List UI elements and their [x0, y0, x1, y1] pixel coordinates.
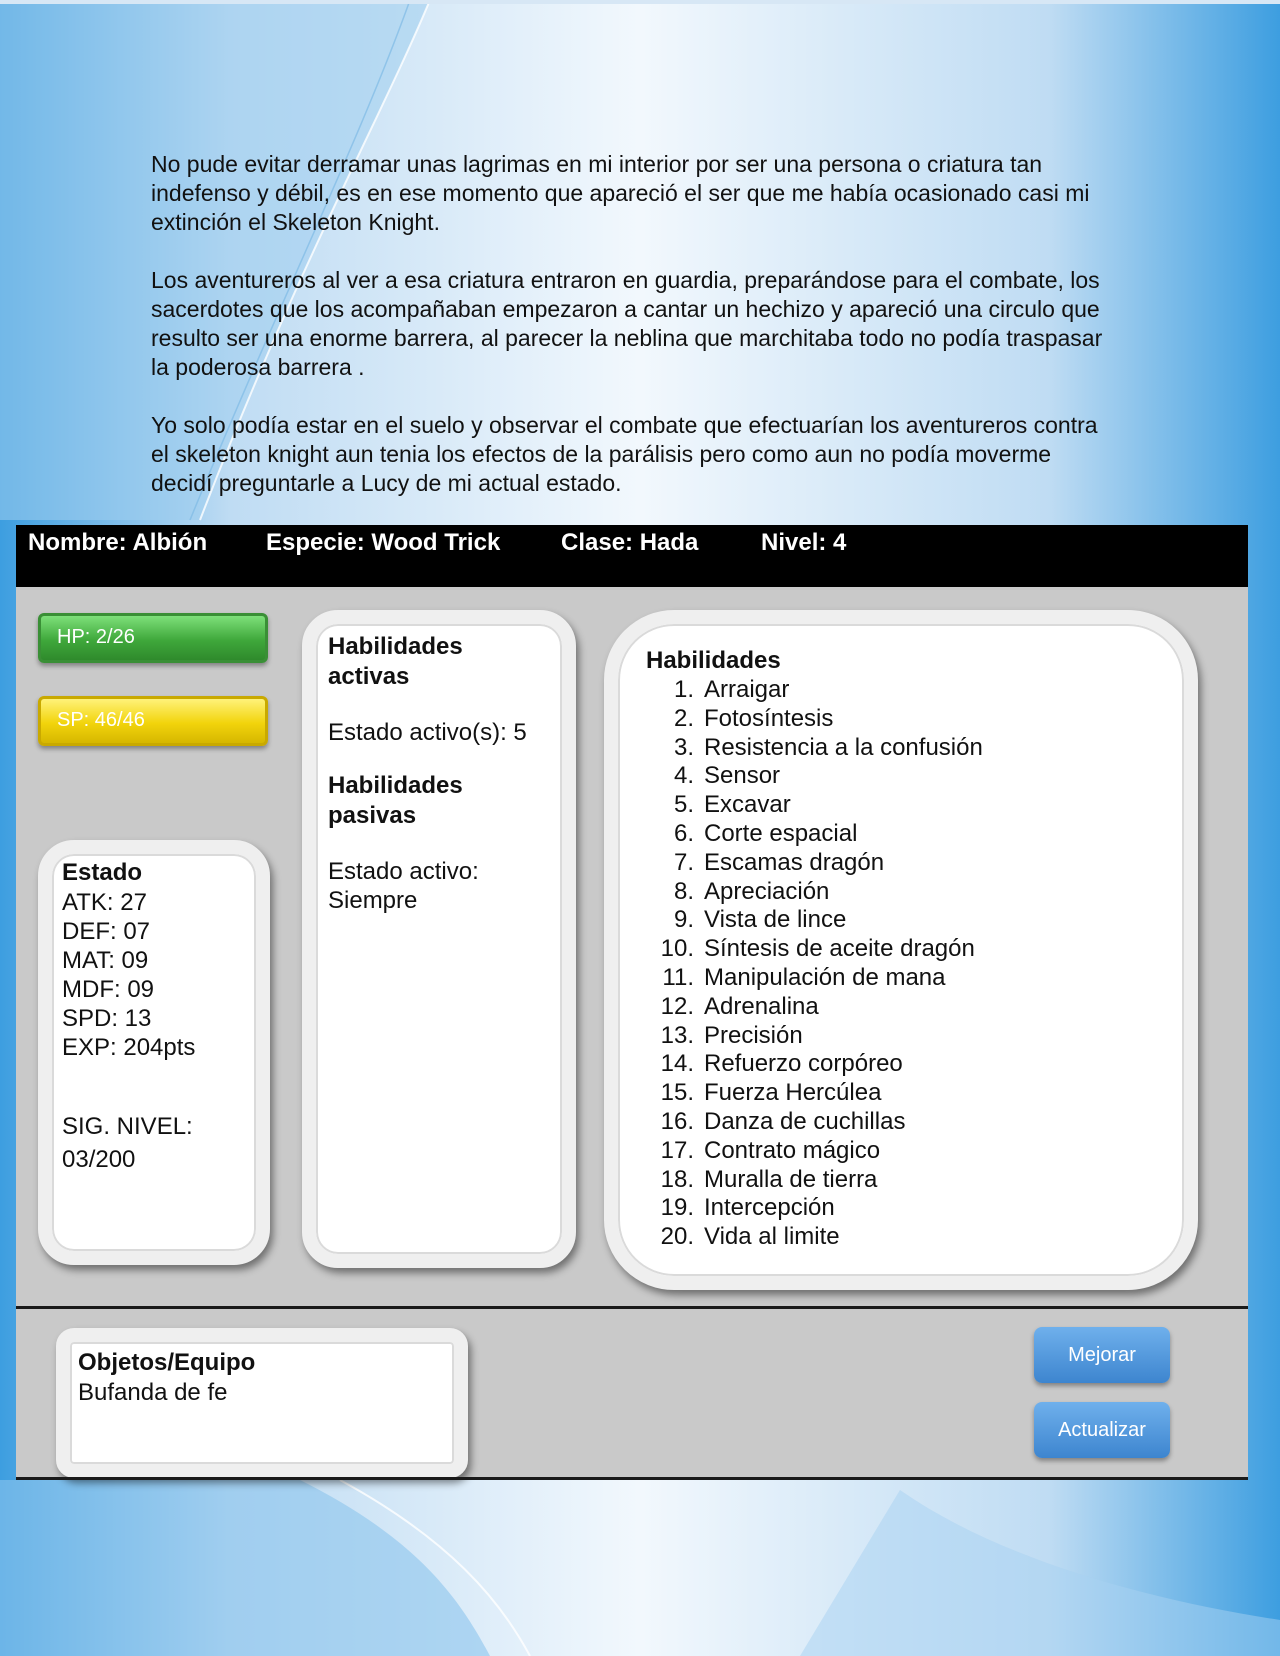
skill-item — [646, 1137, 1156, 1166]
passive-abilities-state: Estado activo: Siempre — [328, 858, 479, 914]
active-abilities-title: Habilidades activas — [328, 633, 463, 690]
skill-item — [646, 1166, 1156, 1195]
skill-number: 20. — [660, 1223, 694, 1251]
next-level-value: 03/200 — [62, 1146, 136, 1173]
skill-name: Resistencia a la confusión — [704, 733, 983, 761]
skills-title: Habilidades — [646, 647, 781, 674]
skill-item — [646, 791, 1156, 820]
stats-title: Estado — [62, 859, 143, 886]
panel-divider — [16, 1306, 1248, 1309]
update-button[interactable]: Actualizar — [1034, 1402, 1170, 1458]
items-card — [56, 1328, 468, 1478]
abilities-state-card — [302, 610, 576, 1268]
skill-number: 9. — [673, 906, 694, 934]
character-class: Clase: Hada — [561, 529, 699, 556]
skill-number: 4. — [673, 762, 694, 790]
stat-def: DEF: 07 — [62, 918, 151, 945]
skill-name: Corte espacial — [704, 819, 858, 847]
character-header — [16, 525, 1248, 587]
skill-number: 11. — [662, 963, 694, 991]
skill-item — [646, 935, 1156, 964]
items-value: Bufanda de fe — [78, 1379, 228, 1406]
next-level-label: SIG. NIVEL: — [62, 1113, 193, 1140]
skill-name: Precisión — [704, 1021, 803, 1049]
hp-bar: HP: 2/26 — [38, 613, 268, 663]
skill-name: Sensor — [704, 762, 781, 790]
skill-number: 2. — [673, 704, 694, 732]
character-species: Especie: Wood Trick — [266, 529, 501, 556]
skill-item — [646, 1194, 1156, 1223]
skill-number: 18. — [660, 1165, 694, 1193]
skill-number: 5. — [673, 791, 694, 819]
skill-name: Vista de lince — [704, 906, 847, 934]
items-title: Objetos/Equipo — [78, 1349, 256, 1376]
skill-number: 19. — [660, 1194, 694, 1222]
skill-number: 10. — [660, 935, 694, 963]
skill-name: Refuerzo corpóreo — [704, 1050, 903, 1078]
skill-name: Adrenalina — [704, 992, 819, 1020]
skill-item — [646, 1079, 1156, 1108]
passive-abilities-title: Habilidades pasivas — [328, 772, 463, 829]
skill-number: 17. — [660, 1136, 694, 1164]
skill-name: Manipulación de mana — [704, 963, 946, 991]
stat-mdf: MDF: 09 — [62, 976, 155, 1003]
skill-item — [646, 762, 1156, 791]
skill-item — [646, 1022, 1156, 1051]
skill-name: Fuerza Hercúlea — [704, 1079, 882, 1107]
skill-name: Contrato mágico — [704, 1136, 881, 1164]
active-abilities-state: Estado activo(s): 5 — [328, 719, 527, 746]
stats-card — [38, 840, 270, 1265]
skill-number: 6. — [673, 819, 694, 847]
character-level: Nivel: 4 — [761, 529, 847, 556]
skill-item — [646, 993, 1156, 1022]
skill-item — [646, 1050, 1156, 1079]
skill-item — [646, 849, 1156, 878]
stats-list — [62, 888, 246, 1062]
character-name: Nombre: Albión — [28, 529, 208, 556]
skill-number: 15. — [660, 1079, 694, 1107]
skill-name: Danza de cuchillas — [704, 1107, 906, 1135]
skill-number: 3. — [673, 733, 694, 761]
skill-name: Síntesis de aceite dragón — [704, 935, 975, 963]
skill-item — [646, 1223, 1156, 1252]
skill-number: 14. — [660, 1050, 694, 1078]
stat-exp: EXP: 204pts — [62, 1034, 196, 1061]
skill-item — [646, 820, 1156, 849]
upgrade-button[interactable]: Mejorar — [1034, 1327, 1170, 1383]
next-level — [62, 1110, 246, 1176]
skill-number: 16. — [660, 1107, 694, 1135]
skill-item — [646, 878, 1156, 907]
skill-number: 13. — [660, 1021, 694, 1049]
skill-number: 12. — [660, 992, 694, 1020]
skill-item — [646, 964, 1156, 993]
skill-name: Muralla de tierra — [704, 1165, 878, 1193]
story-paragraph: Los aventureros al ver a esa criatura entraron en guardia, preparándose para el combate, los sacerdotes que los acompañaban empezaron a cantar un hechizo y apareció una circulo que resulto ser una enorme barrera, al parecer la neblina que marchitaba todo no podía traspasar la poderosa barrera . — [151, 267, 1103, 380]
skill-name: Vida al limite — [704, 1223, 840, 1251]
sp-bar: SP: 46/46 — [38, 696, 268, 746]
story-paragraph: Yo solo podía estar en el suelo y observar el combate que efectuarían los aventureros contra el skeleton knight aun tenia los efectos de la parálisis pero como aun no podía moverme decidí preguntarle a Lucy de mi actual estado. — [151, 412, 1098, 496]
story-paragraph: No pude evitar derramar unas lagrimas en mi interior por ser una persona o criatura tan indefenso y débil, es en ese momento que apareció el ser que me había ocasionado casi mi extinción el Skeleton Knight. — [151, 151, 1090, 235]
skill-item — [646, 676, 1156, 705]
stat-spd: SPD: 13 — [62, 1005, 152, 1032]
stat-mat: MAT: 09 — [62, 947, 149, 974]
story-text — [151, 150, 1111, 527]
skill-number: 7. — [673, 848, 694, 876]
skill-name: Apreciación — [704, 877, 830, 905]
skill-item — [646, 1108, 1156, 1137]
skill-item — [646, 906, 1156, 935]
skill-number: 1. — [673, 676, 694, 703]
skill-number: 8. — [673, 877, 694, 905]
character-status-panel — [16, 525, 1248, 1480]
skill-name: Arraigar — [704, 676, 790, 703]
skill-name: Excavar — [704, 791, 791, 819]
skill-name: Intercepción — [704, 1194, 835, 1222]
skills-card — [604, 610, 1198, 1290]
skills-list — [646, 676, 1156, 1252]
skill-item — [646, 734, 1156, 763]
panel-bottom-border — [16, 1477, 1248, 1480]
skill-name: Fotosíntesis — [704, 704, 834, 732]
stat-atk: ATK: 27 — [62, 889, 147, 916]
skill-name: Escamas dragón — [704, 848, 885, 876]
skill-item — [646, 705, 1156, 734]
